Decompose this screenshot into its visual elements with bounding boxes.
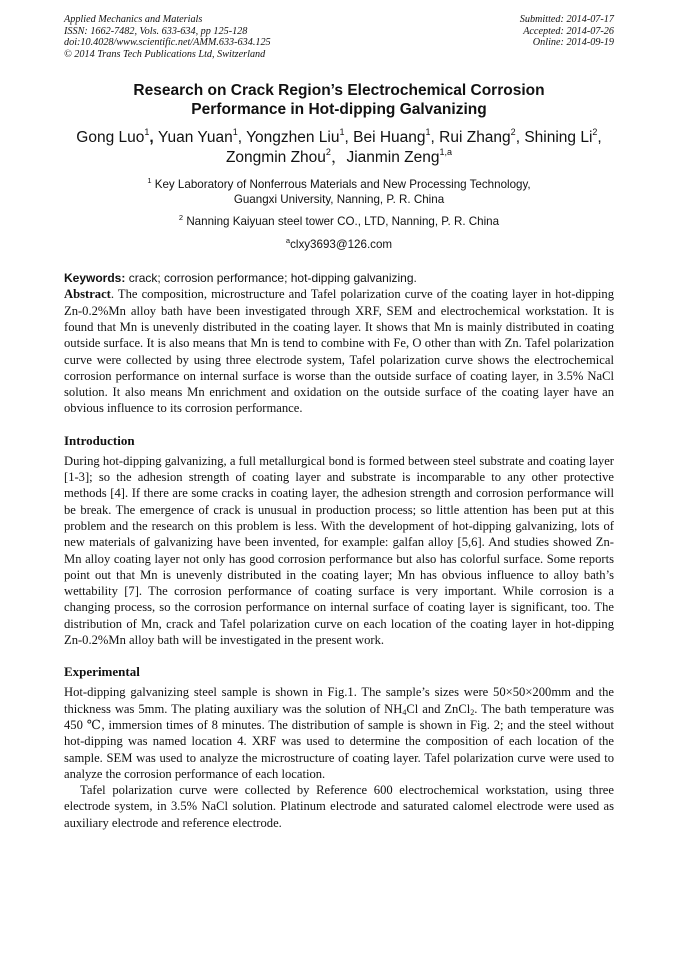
date-info xyxy=(520,14,614,60)
paper-title xyxy=(64,81,614,119)
abstract-label: Abstract xyxy=(64,287,111,302)
affiliation-2 xyxy=(64,215,614,230)
author-affiliation-mark: 1 xyxy=(232,127,238,138)
experimental-heading: Experimental xyxy=(64,664,140,680)
author-name: Yuan Yuan xyxy=(158,129,233,147)
experimental-paragraph-2: Tafel polarization curve were collected by Reference 600 electrochemical workstation, using three electrode system, in 3.5% NaCl solution. Platinum electrode and saturated calomel electrode were used as auxiliary electrode and reference electrode. xyxy=(64,783,614,830)
author-name: Yongzhen Liu xyxy=(246,129,340,147)
author-name: Shining Li xyxy=(524,129,593,147)
issn-line: ISSN: 1662-7482, Vols. 633-634, pp 125-128 xyxy=(64,25,248,37)
title-line-2: Performance in Hot-dipping Galvanizing xyxy=(191,101,487,119)
abstract xyxy=(64,286,614,416)
keywords-label: Keywords: xyxy=(64,271,126,286)
keywords xyxy=(64,271,614,286)
online-date: Online: 2014-09-19 xyxy=(532,37,614,49)
copyright-line: © 2014 Trans Tech Publications Ltd, Switzerland xyxy=(64,48,266,60)
affiliation-mark: 1 xyxy=(147,176,152,186)
affiliation-1 xyxy=(64,178,614,207)
author-affiliation-mark: 2 xyxy=(325,147,331,158)
author-affiliation-mark: 1,a xyxy=(439,147,453,158)
author-separator: , xyxy=(597,129,602,147)
email-mark: a xyxy=(285,235,291,245)
title-line-1: Research on Crack Region’s Electrochemical Corrosion xyxy=(133,82,545,100)
affiliation-2-text: Nanning Kaiyuan steel tower CO., LTD, Nanning, P. R. China xyxy=(186,215,500,229)
keywords-text: crack; corrosion performance; hot-dipping galvanizing. xyxy=(128,271,417,286)
author-separator: , xyxy=(430,129,440,147)
affiliation-mark: 2 xyxy=(178,213,184,223)
author-affiliation-mark: 2 xyxy=(592,127,598,138)
corresponding-email xyxy=(64,235,614,253)
publication-header xyxy=(64,14,614,60)
author-separator: , xyxy=(237,129,247,147)
author-name: Zongmin Zhou xyxy=(225,149,326,167)
abstract-text: . The composition, microstructure and Tafel polarization curve of the coating layer in hot-dipping Zn-0.2%Mn alloy bath have been investigated through XRF, SEM and electrochemical workstation. It is found that Mn is unevenly distributed in the coating layer. It shows that Mn is mainly distributed in coating outside surface. It is also means that Mn is tend to combine with Fe, O other than with Zn. Tafel polarization curve were collected by using three electrode system, Tafel polarization curve shows the electrochemical corrosion performance on internal surface is worse than the outside surface of coating layer, in 3.5% NaCl solution. It also means Mn enrichment and oxidation on the outside surface of the coating layer have an obvious influence to its corrosion performance. xyxy=(64,287,614,416)
journal-name: Applied Mechanics and Materials xyxy=(64,14,203,25)
author-separator: , xyxy=(515,129,525,147)
experimental-paragraph-1: Hot-dipping galvanizing steel sample is shown in Fig.1. The sample’s sizes were 50×50×200mm and the thickness was 5mm. The plating auxiliary was the solution of $NH_4Cl$ and ZnCl$_2$. The bath temperature was 450 ℃, immersion times of 8 minutes. The distribution of sample is shown in Fig. 2; and the steel without hot-dipping was named location 4. XRF was used to determine the composition of each location of the sample. SEM was used to analyze the microstructure of coating layer. Tafel polarization curve were used to analyze the corrosion performance of each location. xyxy=(64,685,614,781)
author-line-2 xyxy=(64,148,614,168)
affiliation-1-line-2: Guangxi University, Nanning, P. R. China xyxy=(233,192,445,206)
author-line-1 xyxy=(64,128,614,148)
author-name: Gong Luo xyxy=(76,129,145,147)
author-separator: , xyxy=(149,129,159,147)
author-affiliation-mark: 1 xyxy=(339,127,345,138)
author-separator: , xyxy=(344,129,354,147)
introduction-text: During hot-dipping galvanizing, a full metallurgical bond is formed between steel substrate and coating layer [1-3]; so the adhesion strength of coating layer and substrate is incomparable to any other protective methods [4]. If there are some cracks in coating layer, the adhesion strength and corrosion performance will be break. The emergence of crack is unusual in production process; so little attention has been put at this problem and the research on this problem is less. With the development of hot-dipping galvanizing, lots of new materials of galvanizing have been invented, for example: galfan alloy [5,6]. And studies showed Zn-Mn alloy coating layer not only has good corrosion performance but also has colorful surface. Some reports point out that Mn is unevenly distributed in the coating layer; Mn has obvious influence to alloy bath’s wettability [7]. The corrosion performance of coating surface is very important. While corrosion is a changing process, so the corrosion performance on internal surface of coating layer is significant, too. The distribution of Mn, crack and Tafel polarization curve on each location of the coating layer in hot-dipping Zn-0.2%Mn alloy bath will be investigated in the present work. xyxy=(64,453,614,648)
introduction-heading: Introduction xyxy=(64,432,135,448)
author-affiliation-mark: 2 xyxy=(510,127,516,138)
author-name: Rui Zhang xyxy=(439,129,511,147)
author-list xyxy=(64,128,614,168)
doi-line: doi:10.4028/www.scientific.net/AMM.633-634.125 xyxy=(64,37,271,49)
journal-info xyxy=(64,14,271,60)
author-name: Jianmin Zeng xyxy=(346,149,440,167)
author-name: Bei Huang xyxy=(353,129,426,147)
email-address: clxy3693@126.com xyxy=(290,237,393,251)
author-affiliation-mark: 1 xyxy=(425,127,431,138)
submitted-date: Submitted: 2014-07-17 xyxy=(519,14,614,25)
author-separator: ， xyxy=(330,149,347,167)
accepted-date: Accepted: 2014-07-26 xyxy=(523,25,614,37)
author-affiliation-mark: 1 xyxy=(144,127,150,138)
affiliation-1-line-1: Key Laboratory of Nonferrous Materials and New Processing Technology, xyxy=(154,178,531,192)
